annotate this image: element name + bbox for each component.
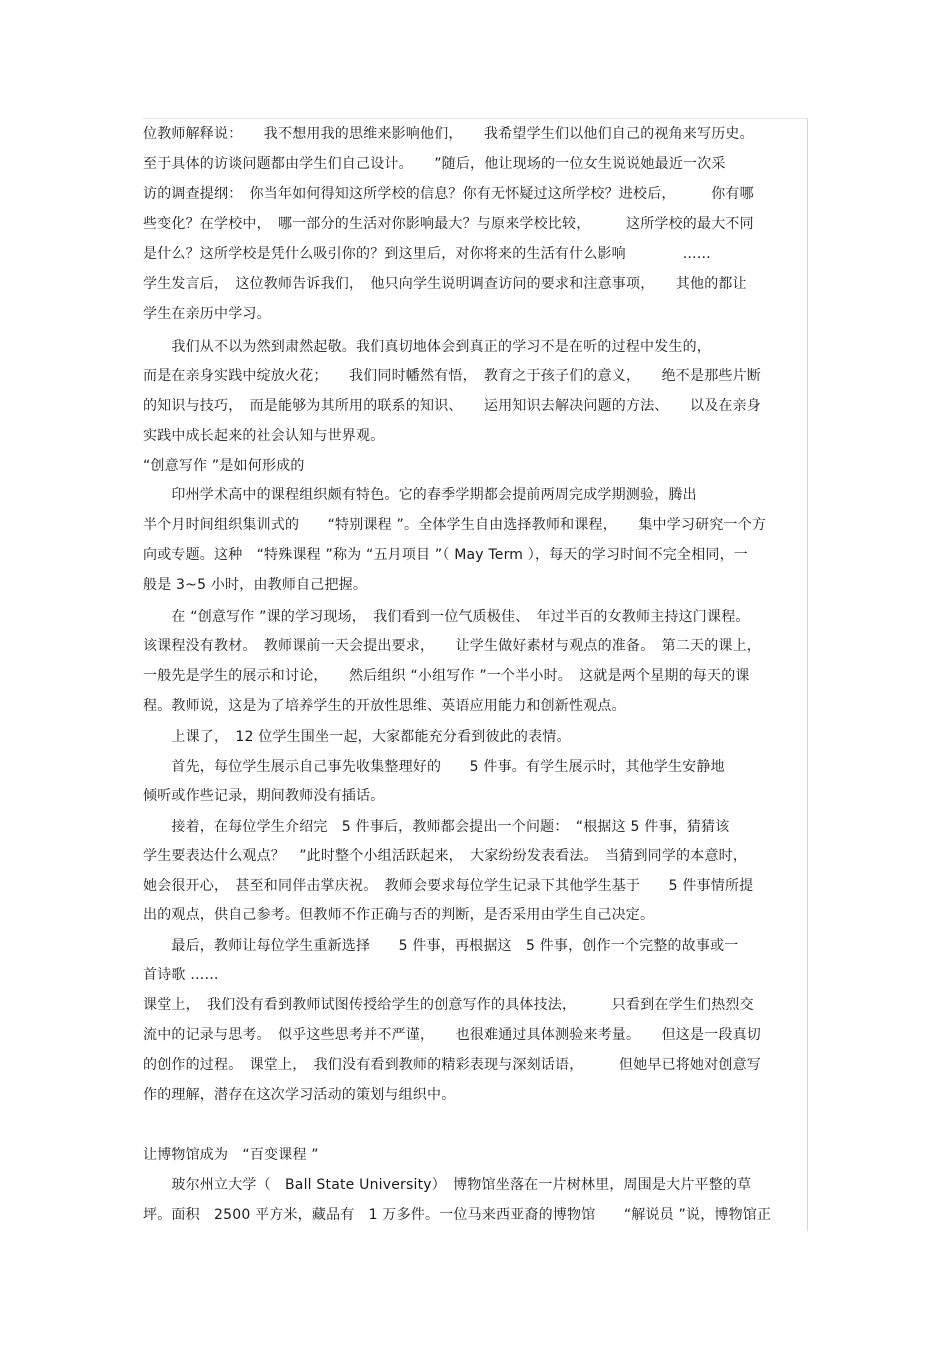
- text-line: 印州学术高中的课程组织颇有特色。它的春季学期都会提前两周完成学期测验，腾出: [143, 487, 697, 503]
- text-line: 最后，教师让每位学生重新选择 5 件事，再根据这 5 件事，创作一个完整的故事或一: [143, 938, 739, 954]
- text-line: 首诗歌 ……: [143, 967, 219, 983]
- text-line: 位教师解释说： 我不想用我的思维来影响他们， 我希望学生们以他们自己的视角来写历史。: [143, 126, 754, 142]
- text-line: 在 “创意写作 ”课的学习现场， 我们看到一位气质极佳、 年过半百的女教师主持这门课程。: [143, 609, 750, 625]
- section-heading: “创意写作 ”是如何形成的: [143, 458, 305, 474]
- text-line: 该课程没有教材。 教师课前一天会提出要求， 让学生做好素材与观点的准备。 第二天的课上，: [143, 638, 761, 654]
- text-line: 她会很开心， 甚至和同伴击掌庆祝。 教师会要求每位学生记录下其他学生基于 5 件事情所提: [143, 878, 754, 894]
- text-line: 倾听或作些记录，期间教师没有插话。: [143, 788, 385, 804]
- text-line: 我们从不以为然到肃然起敬。我们真切地体会到真正的学习不是在听的过程中发生的，: [143, 339, 711, 355]
- text-line: 实践中成长起来的社会认知与世界观。: [143, 428, 385, 444]
- text-line: 访的调查提纲： 你当年如何得知这所学校的信息？你有无怀疑过这所学校？进校后， 你有哪: [143, 186, 754, 202]
- text-line: 出的观点，供自己参考。但教师不作正确与否的判断，是否采用由学生自己决定。: [143, 907, 655, 923]
- text-line: 首先，每位学生展示自己事先收集整理好的 5 件事。有学生展示时，其他学生安静地: [143, 759, 725, 775]
- text-line: 学生要表达什么观点？ ”此时整个小组活跃起来， 大家纷纷发表看法。 当猜到同学的本意时，: [143, 848, 748, 864]
- text-line: 作的理解，潜存在这次学习活动的策划与组织中。: [143, 1087, 456, 1103]
- text-line: 课堂上， 我们没有看到教师试图传授给学生的创意写作的具体技法， 只看到在学生们热烈交: [143, 997, 754, 1013]
- text-line: 接着，在每位学生介绍完 5 件事后，教师都会提出一个问题： “根据这 5 件事，猜猜该: [143, 819, 730, 835]
- text-line: 玻尔州立大学（ Ball State University） 博物馆坐落在一片树林里，周围是大片平整的草: [143, 1177, 752, 1193]
- text-line: 般是 3~5 小时，由教师自己把握。: [143, 577, 368, 593]
- text-line: 至于具体的访谈问题都由学生们自己设计。 ”随后，他让现场的一位女生说说她最近一次采: [143, 156, 726, 172]
- text-line: 的知识与技巧， 而是能够为其所用的联系的知识、 运用知识去解决问题的方法、 以及在亲身: [143, 398, 761, 414]
- text-line: 一般先是学生的展示和讨论， 然后组织 “小组写作 ”一个半小时。 这就是两个星期的每天的课: [143, 668, 750, 684]
- section-heading: 让博物馆成为 “百变课程 ”: [143, 1147, 319, 1163]
- text-line: 坪。面积 2500 平方米，藏品有 1 万多件。一位马来西亚裔的博物馆 “解说员 ”说，博物馆正: [143, 1207, 772, 1223]
- text-line: 向或专题。这种 “特殊课程 ”称为 “五月项目 ”（ May Term ），每天的学习时间不完全相同，一: [143, 547, 748, 563]
- text-line: 上课了， 12 位学生围坐一起，大家都能充分看到彼此的表情。: [143, 729, 571, 745]
- text-line: 流中的记录与思考。 似乎这些思考并不严谨， 也很难通过具体测验来考量。 但这是一段真切: [143, 1027, 761, 1043]
- text-line: 的创作的过程。 课堂上， 我们没有看到教师的精彩表现与深刻话语， 但她早已将她对创意写: [143, 1057, 761, 1073]
- text-line: 程。教师说，这是为了培养学生的开放性思维、英语应用能力和创新性观点。: [143, 698, 626, 714]
- text-line: 学生在亲历中学习。: [143, 306, 271, 322]
- text-line: 学生发言后， 这位教师告诉我们， 他只向学生说明调查访问的要求和注意事项， 其他的都让: [143, 276, 747, 292]
- text-line: 些变化？在学校中， 哪一部分的生活对你影响最大？与原来学校比较， 这所学校的最大不同: [143, 216, 754, 232]
- text-line: 半个月时间组织集训式的 “特别课程 ”。全体学生自由选择教师和课程， 集中学习研究一个方: [143, 517, 767, 533]
- text-line: 而是在亲身实践中绽放火花； 我们同时幡然有悟， 教育之于孩子们的意义， 绝不是那些片断: [143, 368, 761, 384]
- text-line: 是什么？这所学校是凭什么吸引你的？到这里后，对你将来的生活有什么影响 ……: [143, 246, 711, 262]
